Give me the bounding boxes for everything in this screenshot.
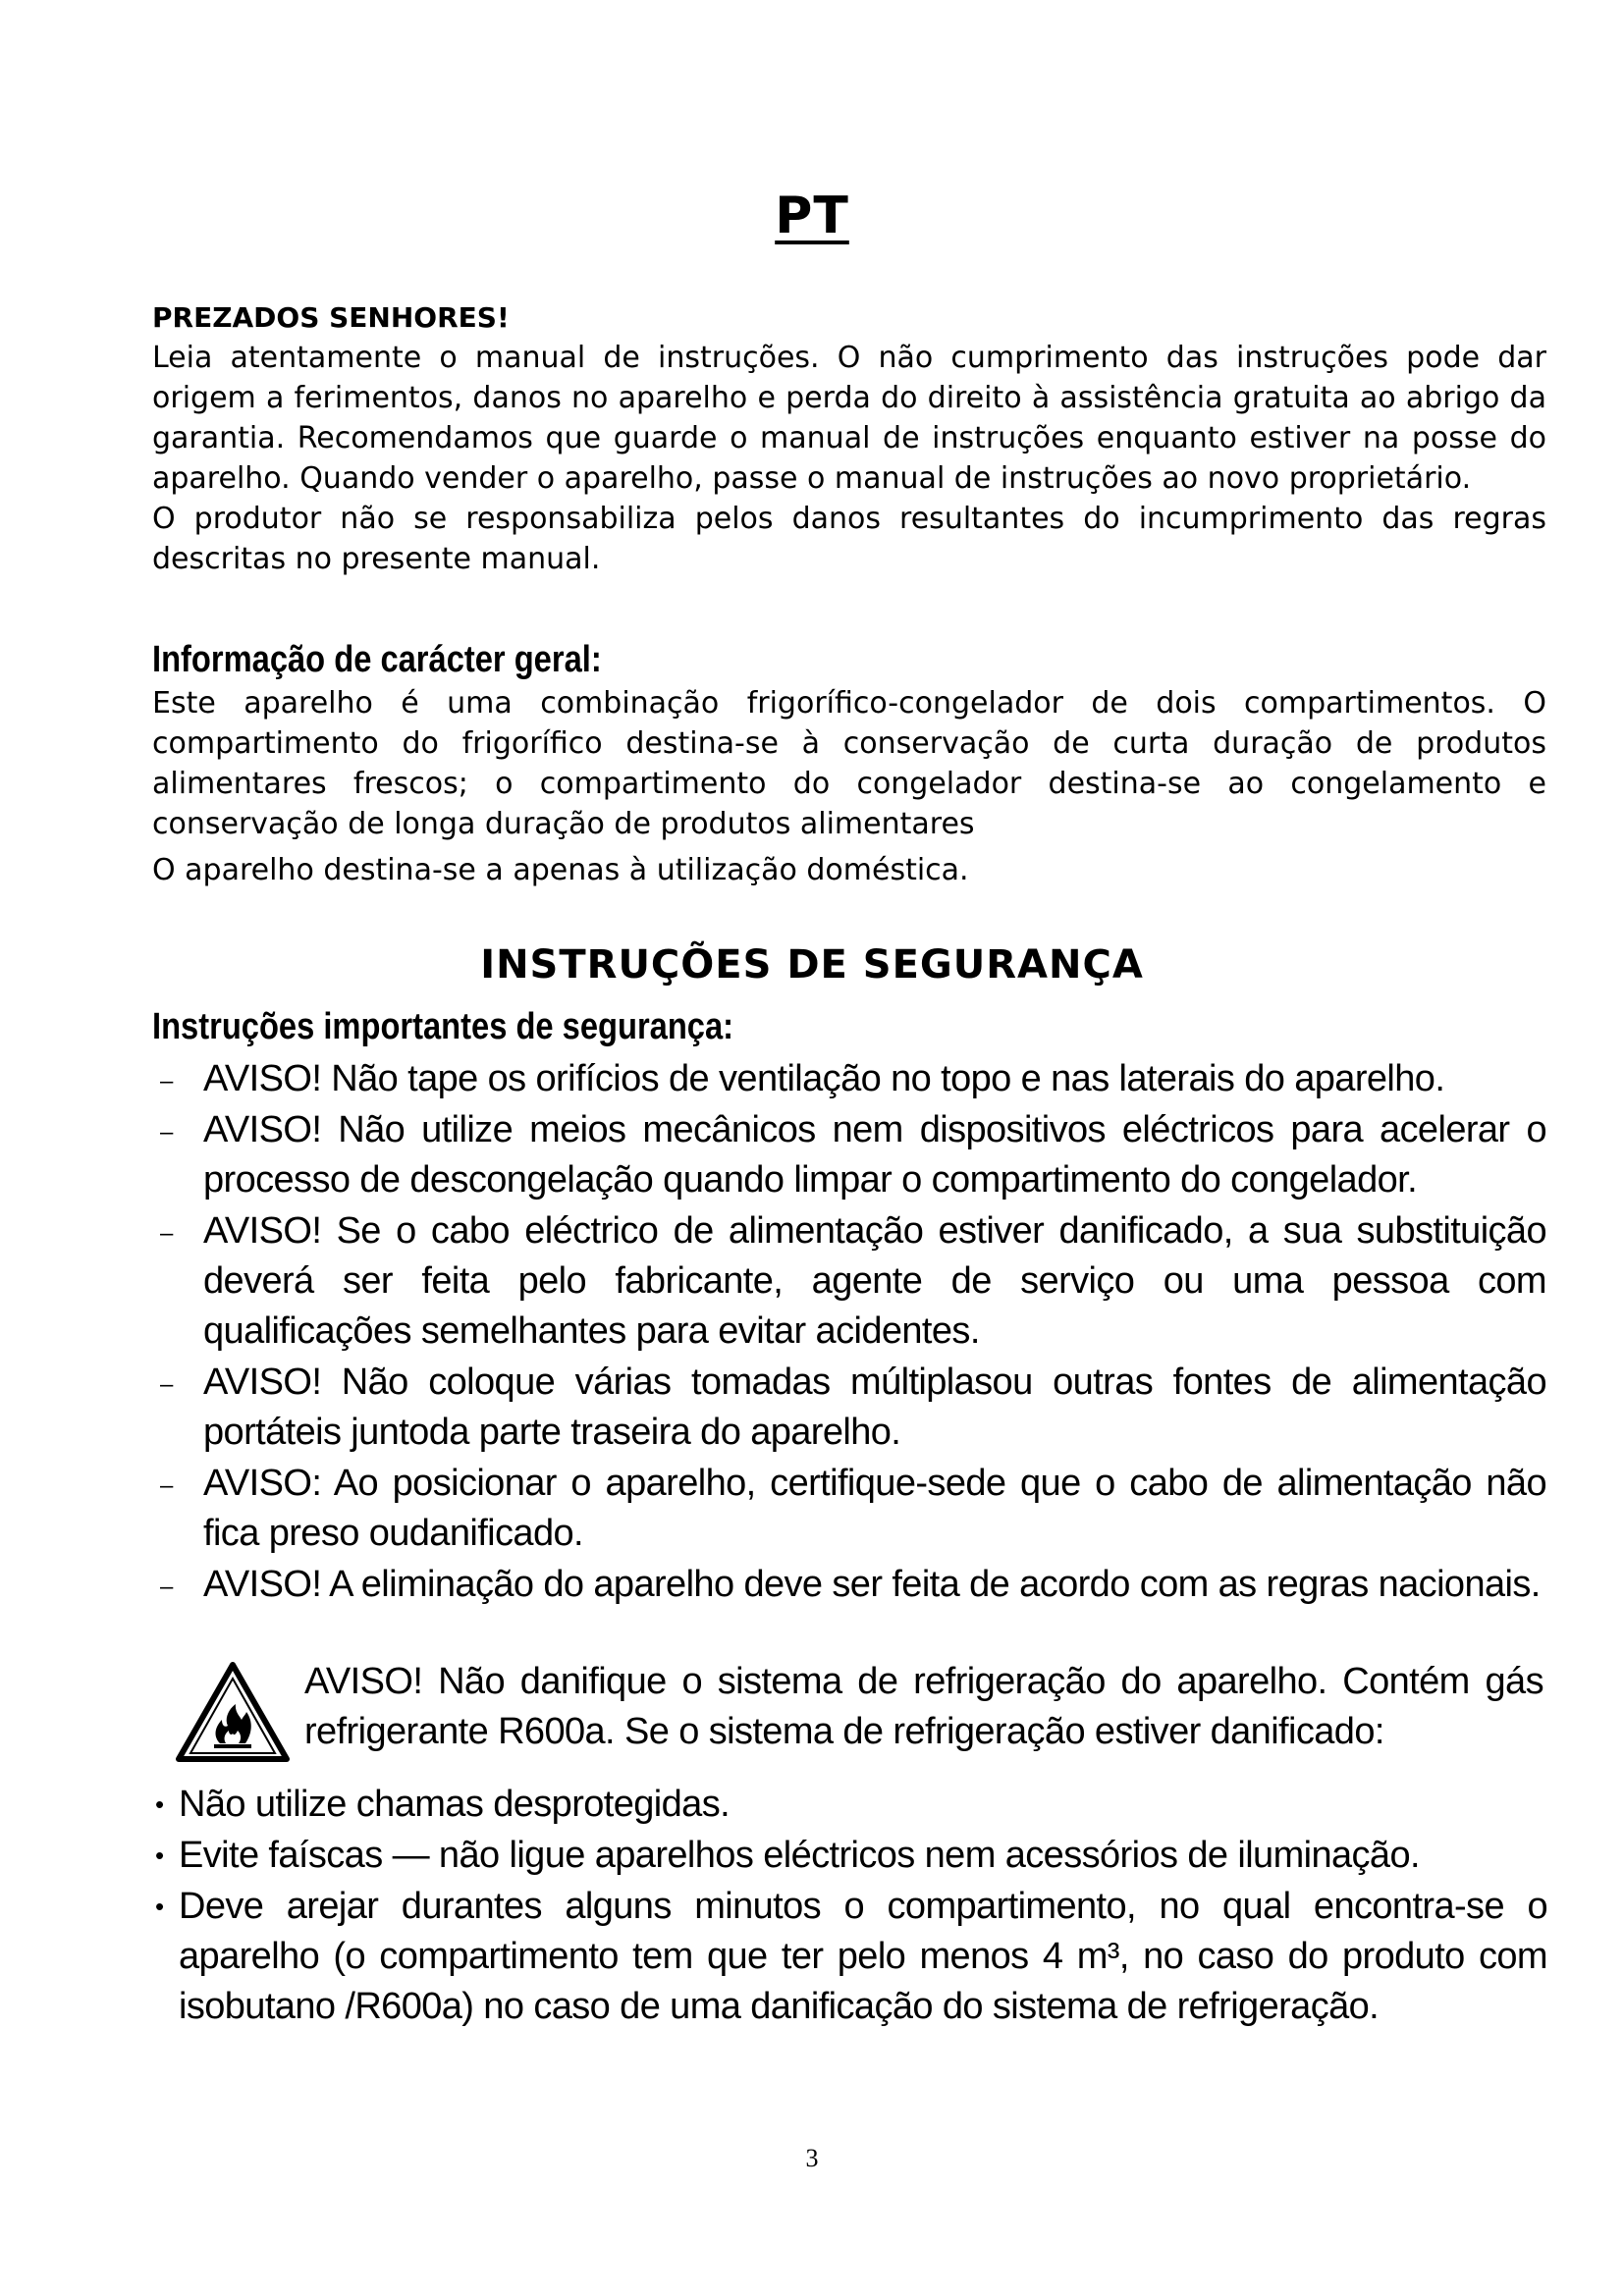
flammable-hazard-block xyxy=(175,1657,1549,1757)
warning-item xyxy=(152,1358,1546,1458)
dash-marker: – xyxy=(160,1574,174,1600)
bullet-marker: • xyxy=(155,1892,165,1921)
dash-marker: – xyxy=(160,1220,174,1247)
warning-item xyxy=(152,1105,1546,1205)
warning-text: AVISO! Não tape os orifícios de ventilação no topo e nas laterais do aparelho. xyxy=(203,1058,1445,1099)
greeting: PREZADOS SENHORES! xyxy=(152,301,510,334)
warning-item xyxy=(152,1459,1546,1559)
hazard-bullet-item xyxy=(155,1882,1547,2032)
hazard-bullet-item xyxy=(155,1831,1547,1881)
general-info-section xyxy=(152,636,1546,896)
safety-section xyxy=(152,1003,1546,1611)
general-info-heading: Informação de carácter geral: xyxy=(152,639,602,680)
hazard-bullet-item xyxy=(155,1780,1547,1830)
warning-text: AVISO! Se o cabo eléctrico de alimentação estiver danificado, a sua substituição deverá ser feita pelo fabricante, agente de serviço ou uma pessoa com qualificações semelhantes para evitar acidentes. xyxy=(203,1210,1546,1352)
intro-paragraph-2: O produtor não se responsabiliza pelos danos resultantes do incumprimento das regras descritas no presente manual. xyxy=(152,502,1546,576)
general-info-paragraph-2: O aparelho destina-se a apenas à utilização doméstica. xyxy=(152,853,969,887)
hazard-warning-text: AVISO! Não danifique o sistema de refrigeração do aparelho. Contém gás refrigerante R600a. Se o sistema de refrigeração estiver danificado: xyxy=(304,1661,1543,1752)
page-number: 3 xyxy=(805,2144,819,2172)
intro-section xyxy=(152,297,1546,579)
hazard-bullet-list xyxy=(155,1780,1547,2033)
warning-list xyxy=(152,1054,1546,1610)
warning-text: AVISO: Ao posicionar o aparelho, certifique-sede que o cabo de alimentação não fica preso oudanificado. xyxy=(203,1463,1546,1554)
dash-marker: – xyxy=(160,1068,174,1095)
safety-subheading: Instruções importantes de segurança: xyxy=(152,1006,734,1047)
bullet-marker: • xyxy=(155,1841,165,1870)
intro-paragraph-1: Leia atentamente o manual de instruções. O não cumprimento das instruções pode dar origem a ferimentos, danos no aparelho e perda do direito à assistência gratuita ao abrigo da garantia. Recomendamos que guarde o manual de instruções enquanto estiver na posse do aparelho. Quando vender o aparelho, passe o manual de instruções ao novo proprietário. xyxy=(152,341,1546,496)
language-code-heading xyxy=(0,187,1624,245)
language-code-text: PT xyxy=(775,187,849,245)
dash-marker: – xyxy=(160,1371,174,1398)
safety-title: INSTRUÇÕES DE SEGURANÇA xyxy=(480,942,1144,988)
warning-item xyxy=(152,1206,1546,1357)
warning-item xyxy=(152,1560,1546,1610)
dash-marker: – xyxy=(160,1119,174,1146)
hazard-bullet-text: Evite faíscas — não ligue aparelhos eléctricos nem acessórios de iluminação. xyxy=(179,1835,1420,1876)
hazard-bullet-text: Não utilize chamas desprotegidas. xyxy=(179,1784,731,1825)
bullet-marker: • xyxy=(155,1789,165,1819)
dash-marker: – xyxy=(160,1472,174,1499)
hazard-bullet-text: Deve arejar durantes alguns minutos o compartimento, no qual encontra-se o aparelho (o compartimento tem que ter pelo menos 4 m³, no caso do produto com isobutano /R600a) no caso de uma danificação do sistema de refrigeração. xyxy=(179,1886,1547,2027)
warning-text: AVISO! Não utilize meios mecânicos nem dispositivos eléctricos para acelerar o processo de descongelação quando limpar o compartimento do congelador. xyxy=(203,1109,1546,1201)
general-info-paragraph-1: Este aparelho é uma combinação frigorífico-congelador de dois compartimentos. O compartimento do frigorífico destina-se à conservação de curta duração de produtos alimentares frescos; o compartimento do congelador destina-se ao congelamento e conservação de longa duração de produtos alimentares xyxy=(152,686,1546,841)
warning-text: AVISO! Não coloque várias tomadas múltiplasou outras fontes de alimentação portáteis juntoda parte traseira do aparelho. xyxy=(203,1362,1546,1453)
warning-text: AVISO! A eliminação do aparelho deve ser feita de acordo com as regras nacionais. xyxy=(203,1564,1541,1605)
flammable-warning-icon xyxy=(175,1661,291,1763)
warning-item xyxy=(152,1054,1546,1104)
